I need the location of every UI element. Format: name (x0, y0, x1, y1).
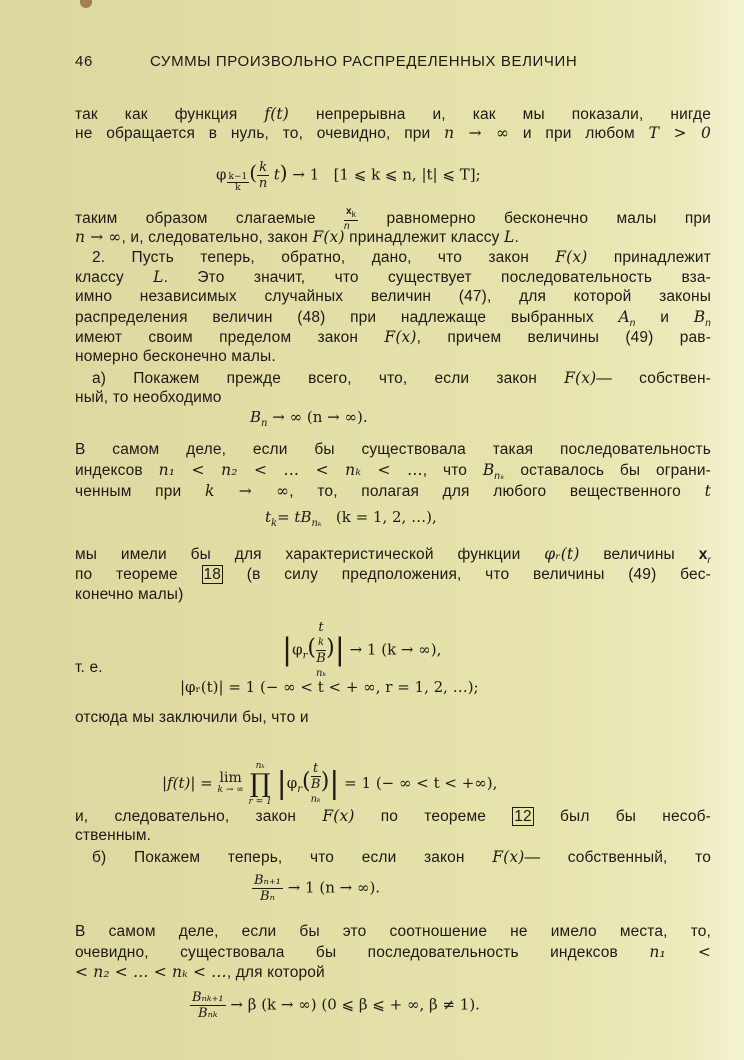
formula-tk: $t_k= tB_{n_k}$ (k = 1, 2, …), (265, 508, 437, 529)
text-line: б) Покажем теперь, что если закон F(x)— собственный, то (92, 848, 711, 866)
formula-phi-limit: φ $\frac{k-1}{k}$ ( $\frac{k}{n}$ t) → 1 [1 ⩽ k ⩽ n, |t| ⩽ T]; (216, 160, 481, 193)
formula-phi-abs: |φᵣ(t)| = 1 (− ∞ < t < + ∞, r = 1, 2, …); (180, 678, 479, 696)
text-line: мы имели бы для характеристической функции φᵣ(t) величины $x_r$ (75, 545, 711, 566)
formula-f-product: |f(t)| = lim k → ∞ nₖ ∏ r = 1 $|\varphi_r$( t B nₖ )| = 1 (− ∞ < t < +∞), (162, 761, 498, 807)
text-line: ственным. (75, 827, 152, 844)
formula-phi-tk: $|\varphi_r$( t k B nₖ )| → 1 (k → ∞), (282, 620, 442, 679)
text-span: не обращается в нуль, то, очевидно, при (75, 125, 431, 142)
text-line: т. е. (75, 659, 103, 676)
text-span: непрерывна и, как мы показали, нигде (316, 106, 711, 123)
text-line: отсюда мы заключили бы, что и (75, 709, 309, 726)
text-line: < n₂ < … < nₖ < …, для которой (75, 963, 325, 981)
theorem-ref-18[interactable]: 18 (203, 566, 222, 583)
text-line (75, 123, 711, 144)
text-line: а) Покажем прежде всего, что, если закон F(x)— собствен- (92, 369, 711, 387)
math-ft: f(t) (264, 105, 290, 123)
text-line: 2. Пусть теперь, обратно, дано, что закон F(x) принадлежит (92, 248, 711, 266)
paper-stain (80, 0, 92, 8)
text-line: по теореме 18 (в силу предположения, что величины (49) бес- (75, 566, 711, 583)
text-span: и при любом (522, 125, 635, 142)
page-number: 46 (75, 53, 93, 70)
text-line: В самом деле, если бы это соотношение не имело места, то, (75, 923, 711, 940)
running-title: СУММЫ ПРОИЗВОЛЬНО РАСПРЕДЕЛЕННЫХ ВЕЛИЧИН (150, 53, 578, 70)
text-line: таким образом слагаемые $\frac{x_k}{n}$ равномерно бесконечно малы при (75, 206, 711, 232)
text-line: ченным при k → ∞, то, полагая для любого вещественного t (75, 482, 711, 500)
text-line: классу L. Это значит, что существует последовательность вза- (75, 268, 711, 286)
text-span: равномерно бесконечно малы при (386, 210, 711, 228)
text-line: и, следовательно, закон F(x) по теореме 12 был бы несоб- (75, 807, 711, 825)
text-line: номерно бесконечно малы. (75, 348, 276, 365)
text-line: n → ∞, и, следовательно, закон F(x) принадлежит классу L. (75, 228, 519, 246)
text-line: ный, то необходимо (75, 389, 222, 406)
text-line: распределения величин (48) при надлежаще выбранных $A_n$ и $B_n$ (75, 308, 711, 329)
text-line: имно независимых случайных величин (47), для которой законы (75, 288, 711, 305)
text-line: очевидно, существовала бы последовательность индексов n₁ < (75, 943, 711, 961)
text-line: имеют своим пределом закон F(x), причем величины (49) рав- (75, 328, 711, 346)
text-span: таким образом слагаемые (75, 210, 316, 228)
text-line (75, 104, 711, 125)
math-T: T > 0 (648, 124, 711, 142)
theorem-ref-12[interactable]: 12 (514, 808, 532, 825)
text-line: конечно малы) (75, 586, 184, 603)
text-line: индексов n₁ < n₂ < … < nₖ < …, что $B_{n_k}$ оставалось бы ограни- (75, 461, 711, 482)
text-span: так как функция (75, 106, 238, 123)
text-line: В самом деле, если бы существовала такая последовательность (75, 441, 711, 458)
formula-Bnk-ratio-beta: $\frac{\text{Bₙₖ₊₁}}{\text{Bₙₖ}}$ → β (k → ∞) (0 ⩽ β ⩽ + ∞, β ≠ 1). (192, 990, 480, 1021)
formula-Bn-inf: $B_n$ → ∞ (n → ∞). (250, 408, 368, 429)
formula-Bn-ratio: $\frac{\text{Bₙ₊₁}}{\text{Bₙ}}$ → 1 (n → ∞). (254, 873, 381, 904)
math-n-inf: n → ∞ (444, 124, 510, 142)
